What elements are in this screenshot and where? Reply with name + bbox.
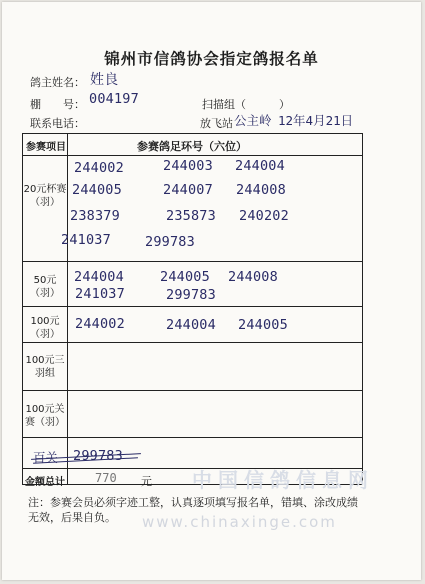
total-unit: 元 [141, 475, 152, 488]
ring-number: 244005 [72, 182, 122, 198]
ring-number: 244008 [236, 182, 286, 198]
section-label: 50元（羽） [30, 275, 60, 299]
ring-number: 244004 [74, 269, 124, 285]
phone-label: 联系电话： [30, 117, 85, 130]
col1-header: 参赛项目 [26, 142, 66, 153]
ring-number: 244002 [74, 160, 124, 176]
ring-number: 241037 [61, 232, 111, 248]
ring-number: 244004 [235, 158, 285, 174]
ring-number: 241037 [75, 286, 125, 302]
total-value: 770 [95, 471, 117, 485]
loft-label: 棚 号： [30, 98, 85, 111]
release-label: 放飞站 [200, 117, 233, 130]
form-title: 锦州市信鸽协会指定鸽报名单 [104, 50, 319, 68]
ring-number: 238379 [70, 208, 120, 224]
watermark-text: 中国信鸽信息网 [192, 468, 374, 492]
ring-number: 240202 [239, 208, 289, 224]
registration-form [2, 2, 421, 580]
section-label: 100元关赛（羽） [25, 404, 65, 428]
ring-number: 299783 [145, 234, 195, 250]
release-date: 12年4月21日 [278, 113, 354, 128]
ring-number: 244002 [75, 316, 125, 332]
section-label: 100元三羽组 [25, 355, 65, 379]
total-label: 金额总计 [25, 477, 65, 488]
col2-header: 参赛鸽足环号（六位） [137, 140, 247, 153]
ring-number: 244008 [228, 269, 278, 285]
crossed-ring: 299783 [73, 448, 123, 464]
section-label: 100元（羽） [30, 316, 60, 340]
ring-number: 244004 [166, 317, 216, 333]
notice-text: 注：参赛会员必须字迹工整，认真逐项填写报名单，错填、涂改成绩无效，后果自负。 [28, 496, 358, 524]
scan-group-label: 扫描组（ ） [202, 98, 290, 111]
ring-number: 235873 [166, 208, 216, 224]
ring-number: 244005 [238, 317, 288, 333]
owner-label: 鸽主姓名： [30, 76, 85, 89]
release-station: 公主岭 [234, 113, 272, 128]
ring-number: 244005 [160, 269, 210, 285]
loft-number: 004197 [89, 91, 139, 107]
owner-name: 姓良 [90, 72, 119, 88]
ring-number: 244003 [163, 158, 213, 174]
section-label: 20元杯赛（羽） [23, 184, 67, 208]
ring-number: 244007 [163, 182, 213, 198]
watermark-url: www.chinaxinge.com [142, 513, 337, 531]
rings-table [22, 133, 363, 488]
crossed-label: 百关 [33, 450, 59, 465]
ring-number: 299783 [166, 287, 216, 303]
